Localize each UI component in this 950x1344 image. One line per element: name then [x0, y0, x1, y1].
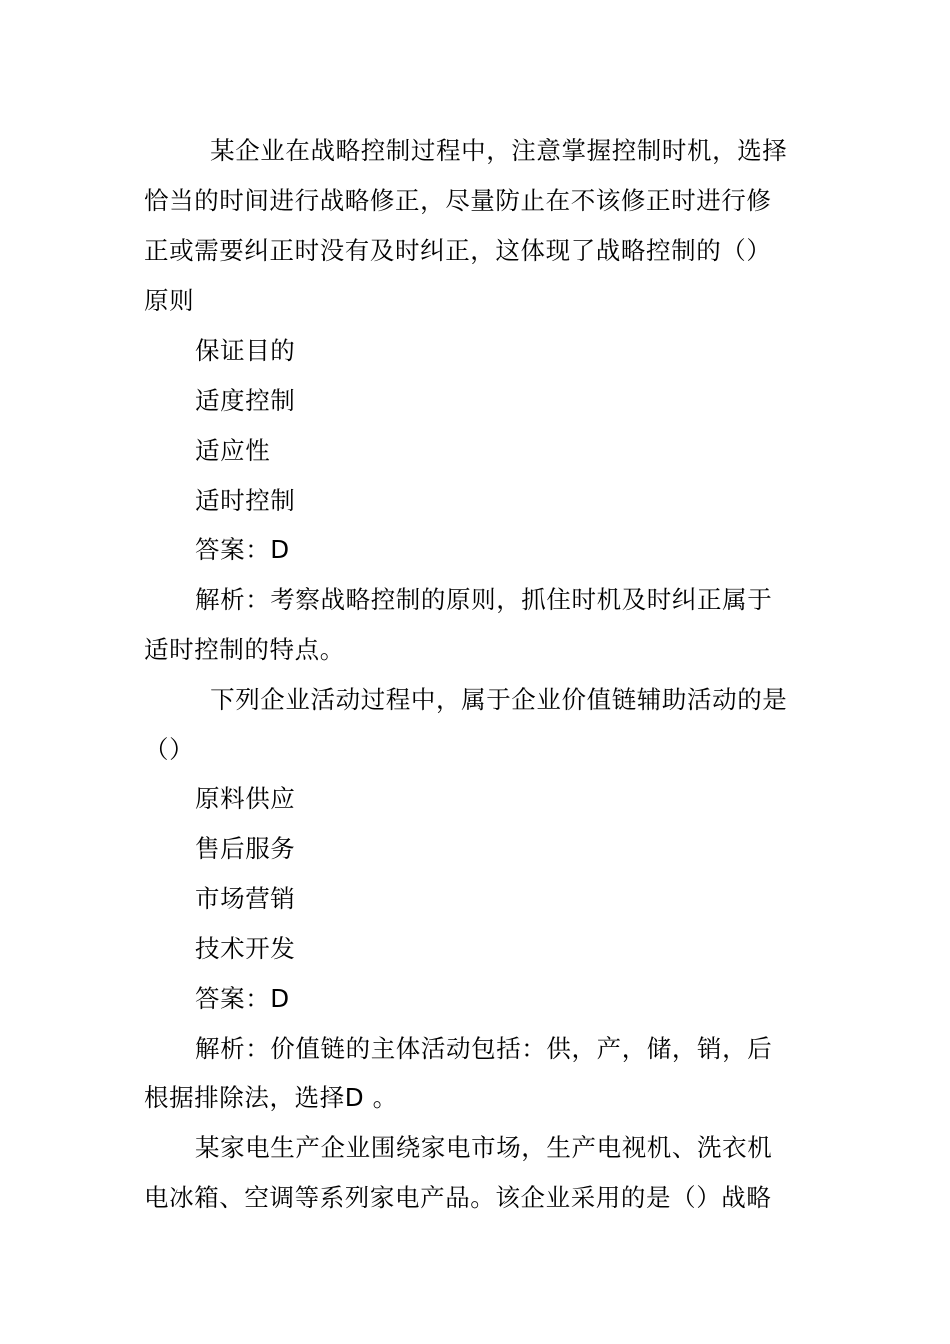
question-2-answer: 答案：D: [195, 984, 290, 1013]
question-1-stem-line-4: 原则: [144, 286, 195, 315]
question-1-option-c: 适应性: [195, 436, 271, 465]
question-2-stem-line-1: 下列企业活动过程中，属于企业价值链辅助活动的是: [185, 685, 788, 714]
question-2-stem-line-2: （）: [144, 735, 195, 764]
question-3-stem-line-2: 电冰箱、空调等系列家电产品。该企业采用的是（）战略: [144, 1183, 772, 1212]
question-1-stem-line-3: 正或需要纠正时没有及时纠正，这体现了战略控制的（）: [144, 236, 772, 265]
question-1-option-a: 保证目的: [195, 336, 296, 365]
question-1-analysis-line-2: 适时控制的特点。: [144, 635, 345, 664]
question-3-stem-line-1: 某家电生产企业围绕家电市场，生产电视机、洗衣机: [195, 1133, 773, 1162]
question-2-option-b: 售后服务: [195, 834, 296, 863]
question-2-analysis-line-1: 解析：价值链的主体活动包括：供，产，储，销，后: [195, 1034, 773, 1063]
question-2-analysis-line-2: 根据排除法，选择D 。: [144, 1083, 398, 1112]
question-1-option-d: 适时控制: [195, 486, 296, 515]
question-1-analysis-line-1: 解析：考察战略控制的原则，抓住时机及时纠正属于: [195, 585, 773, 614]
question-2-option-a: 原料供应: [195, 784, 296, 813]
question-1-option-b: 适度控制: [195, 386, 296, 415]
question-1-answer: 答案：D: [195, 535, 290, 564]
question-1-stem-line-1: 某企业在战略控制过程中，注意掌握控制时机，选择: [185, 136, 788, 165]
question-2-option-d: 技术开发: [195, 934, 296, 963]
question-1-stem-line-2: 恰当的时间进行战略修正，尽量防止在不该修正时进行修: [144, 186, 772, 215]
question-2-option-c: 市场营销: [195, 884, 296, 913]
